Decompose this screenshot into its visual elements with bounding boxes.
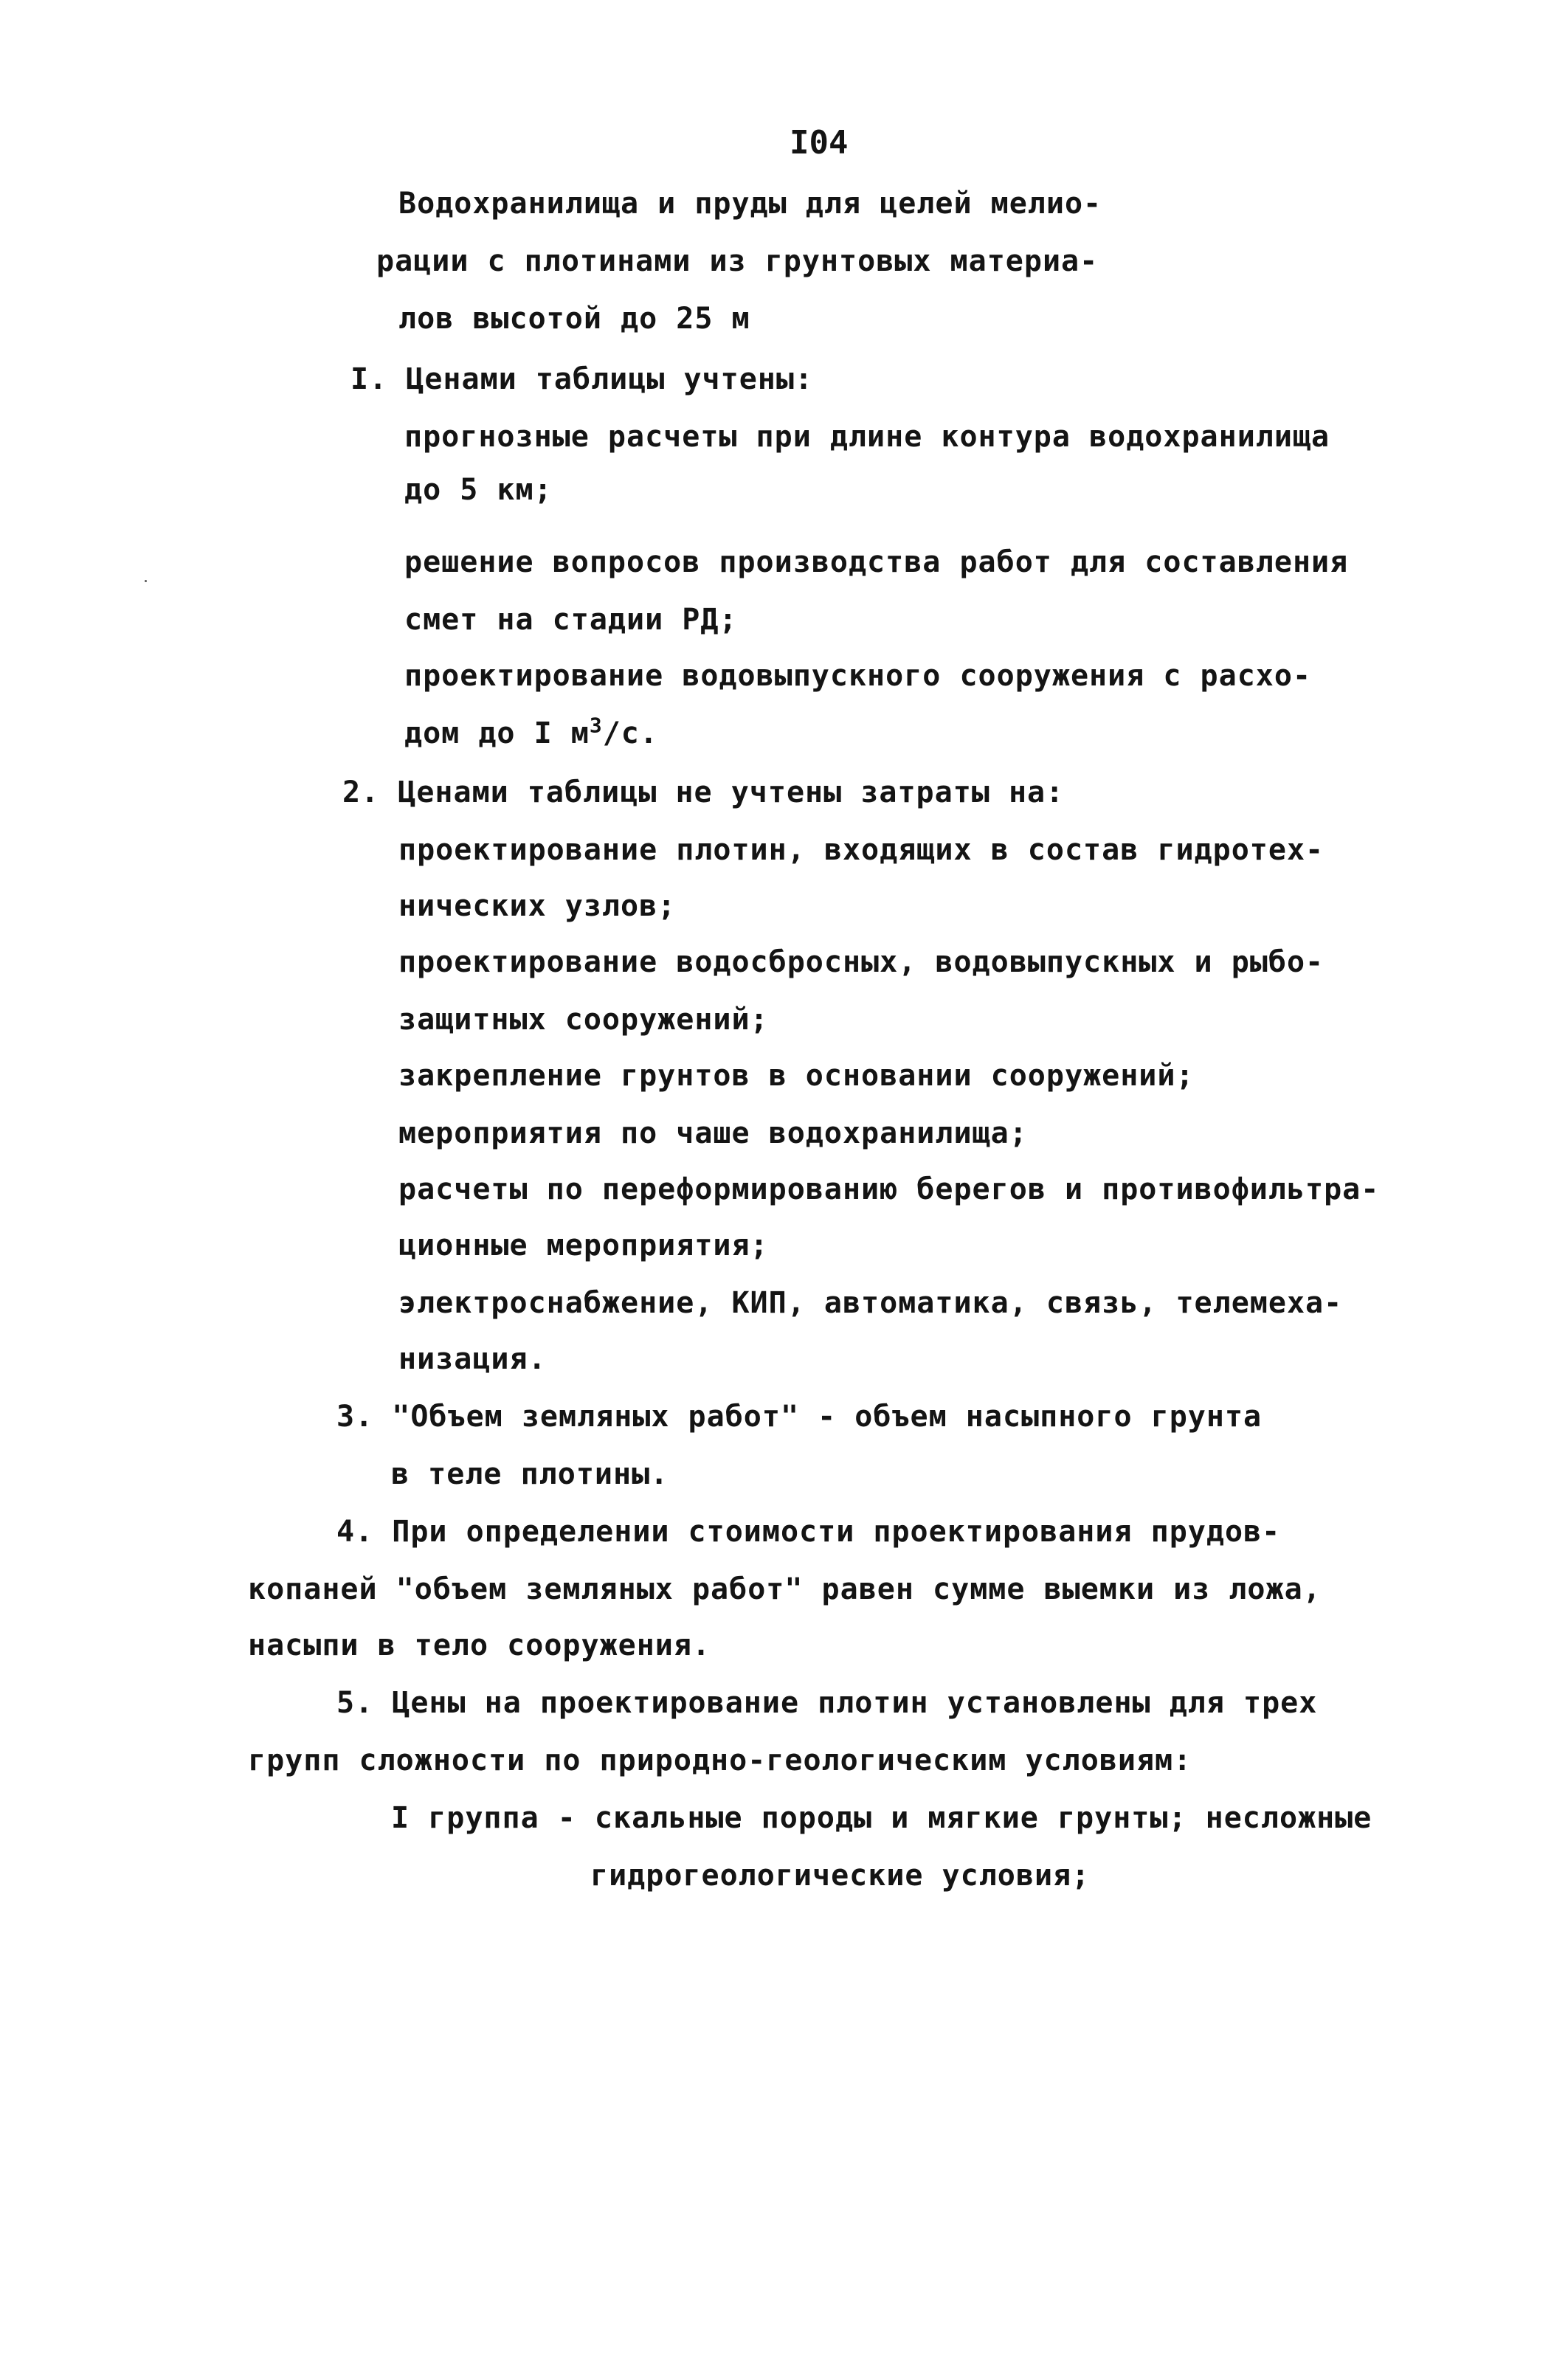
heading-line-3: лов высотой до 25 м: [398, 302, 750, 336]
item2-line-3: проектирование водосбросных, водовыпускных и рыбо-: [398, 945, 1324, 979]
item3-line-2: в теле плотины.: [391, 1457, 669, 1491]
item5-line-1: 5. Цены на проектирование плотин установлены для трех: [336, 1686, 1318, 1720]
item2-line-5: закрепление грунтов в основании сооружений;: [398, 1059, 1195, 1093]
item4-line-3: насыпи в тело сооружения.: [248, 1628, 711, 1662]
item1-line-3: решение вопросов производства работ для составления: [404, 545, 1349, 579]
item4-line-2: копаней "объем земляных работ" равен сумме выемки из ложа,: [248, 1572, 1322, 1606]
item1-line-1: прогнозные расчеты при длине контура водохранилища: [404, 420, 1330, 454]
item2-title: 2. Ценами таблицы не учтены затраты на:: [342, 775, 1065, 809]
item2-line-10: низация.: [398, 1342, 547, 1376]
item1-line-6: [404, 713, 658, 751]
item2-line-2: нических узлов;: [398, 889, 677, 923]
item1-line-4: смет на стадии РД;: [404, 603, 738, 637]
item1-line-2: до 5 км;: [404, 473, 553, 507]
item2-line-4: защитных сооружений;: [398, 1003, 769, 1037]
item4-line-1: 4. При определении стоимости проектирования прудов-: [336, 1515, 1281, 1549]
item2-line-7: расчеты по переформированию берегов и противофильтра-: [398, 1172, 1380, 1206]
item2-line-6: мероприятия по чаше водохранилища;: [398, 1116, 1028, 1150]
item2-line-9: электроснабжение, КИП, автоматика, связь, телемеха-: [398, 1286, 1343, 1320]
item1-line-5: проектирование водовыпускного сооружения с расхо-: [404, 659, 1312, 693]
item5-line-3: I группа - скальные породы и мягкие грунты; несложные: [391, 1801, 1372, 1835]
item5-line-2: групп сложности по природно-геологическим условиям:: [248, 1744, 1192, 1777]
item2-line-1: проектирование плотин, входящих в состав гидротех-: [398, 833, 1324, 867]
superscript-3: 3: [589, 713, 603, 738]
item1-line-6-unit: /с.: [602, 716, 658, 750]
item3-line-1: 3. "Объем земляных работ" - объем насыпного грунта: [336, 1400, 1263, 1434]
item1-line-6-text: дом до I м: [404, 716, 590, 750]
heading-line-1: Водохранилища и пруды для целей мелио-: [398, 187, 1102, 221]
item1-title: I. Ценами таблицы учтены:: [350, 362, 814, 396]
page-number: I04: [790, 124, 849, 162]
item2-line-8: ционные мероприятия;: [398, 1229, 769, 1262]
item5-line-4: гидрогеологические условия;: [590, 1859, 1091, 1893]
scan-speck: [145, 580, 147, 582]
heading-line-2: рации с плотинами из грунтовых материа-: [376, 244, 1099, 278]
